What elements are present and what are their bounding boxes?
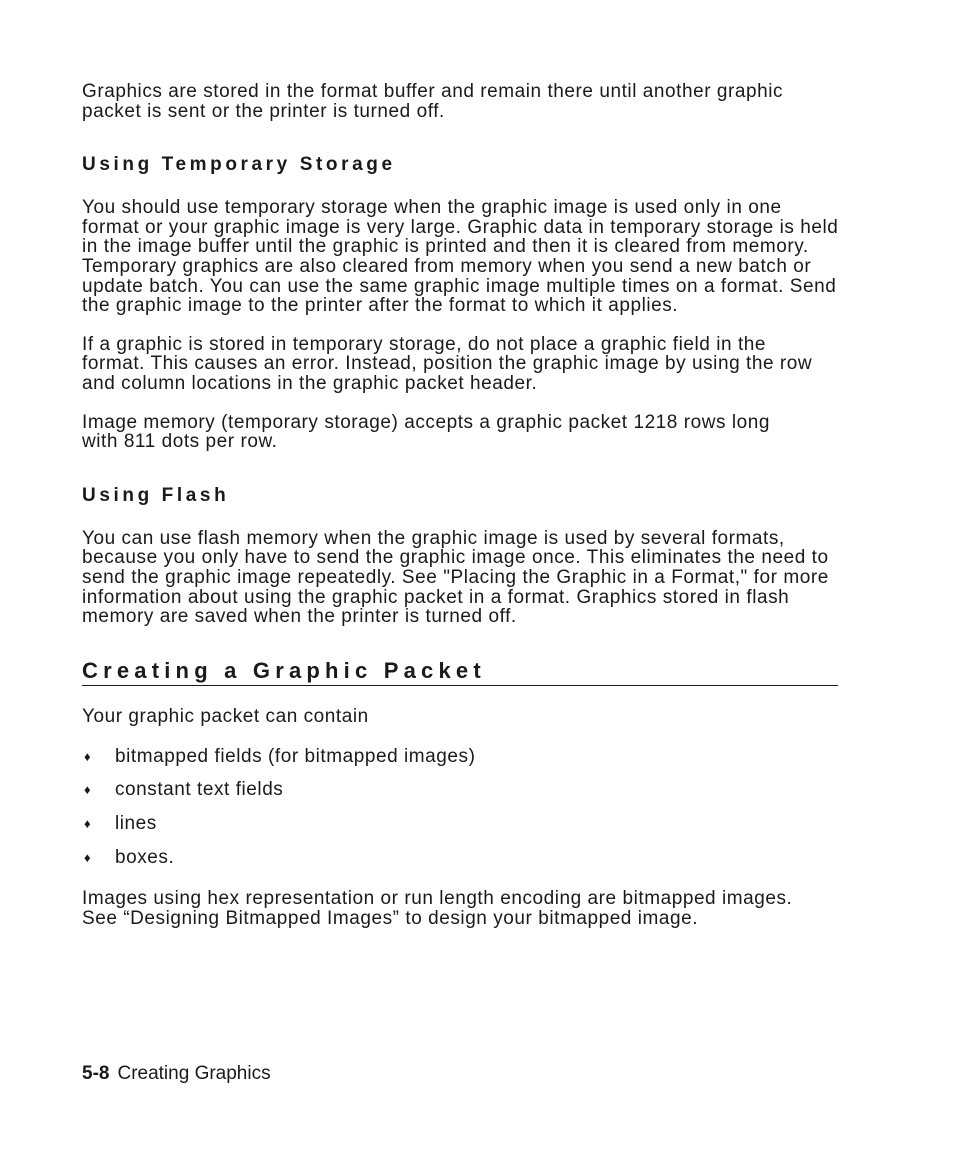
packet-closing-paragraph: Images using hex representation or run length encoding are bitmapped images. See “Designing Bitmapped Images” to design your bitmapped image. — [82, 888, 793, 929]
page-footer — [82, 1063, 271, 1085]
flash-paragraph: You can use flash memory when the graphic image is used by several formats, because you only have to send the graphic image once. This eliminates the need to send the graphic image repeatedly. See "Placing the Graphic in a Format," for more information about using the graphic packet in a format. Graphics stored in flash memory are saved when the printer is turned off. — [82, 527, 829, 628]
list-item-text: bitmapped fields (for bitmapped images) — [115, 746, 476, 768]
temporary-storage-paragraph-3: Image memory (temporary storage) accepts a graphic packet 1218 rows long with 811 dots per row. — [82, 411, 771, 453]
page-content — [82, 82, 842, 928]
temporary-storage-paragraph-1: You should use temporary storage when the graphic image is used only in one format or your graphic image is very large. Graphic data in temporary storage is held in the image buffer until the graphic is printed and then it is cleared from memory. Temporary graphics are also cleared from memory when you send a new batch or update batch. You can use the same graphic image multiple times on a format. Send the graphic image to the printer after the format to which it applies. — [82, 197, 839, 317]
heading-temporary-storage: Using Temporary Storage — [82, 154, 396, 176]
list-item — [82, 813, 842, 835]
list-item — [82, 746, 842, 768]
intro-paragraph: Graphics are stored in the format buffer and remain there until another graphic packet is sent or the printer is turned off. — [82, 81, 784, 122]
page-number: 5-8 — [82, 1063, 110, 1084]
list-item-text: lines — [115, 813, 157, 835]
packet-intro: Your graphic packet can contain — [82, 705, 369, 727]
diamond-bullet-icon: ♦ — [84, 782, 92, 798]
section-title-creating-graphic-packet: Creating a Graphic Packet — [82, 658, 838, 686]
list-item — [82, 779, 842, 801]
heading-using-flash: Using Flash — [82, 484, 230, 506]
packet-contents-list — [82, 746, 842, 869]
diamond-bullet-icon: ♦ — [84, 850, 92, 866]
list-item-text: constant text fields — [115, 779, 284, 801]
diamond-bullet-icon: ♦ — [84, 749, 92, 765]
temporary-storage-paragraph-2: If a graphic is stored in temporary storage, do not place a graphic field in the format. This causes an error. Instead, position the graphic image by using the row and column locations in the graphic packet header. — [82, 333, 813, 394]
list-item-text: boxes. — [115, 847, 175, 869]
list-item — [82, 847, 842, 869]
diamond-bullet-icon: ♦ — [84, 816, 92, 832]
chapter-title: Creating Graphics — [117, 1063, 271, 1084]
